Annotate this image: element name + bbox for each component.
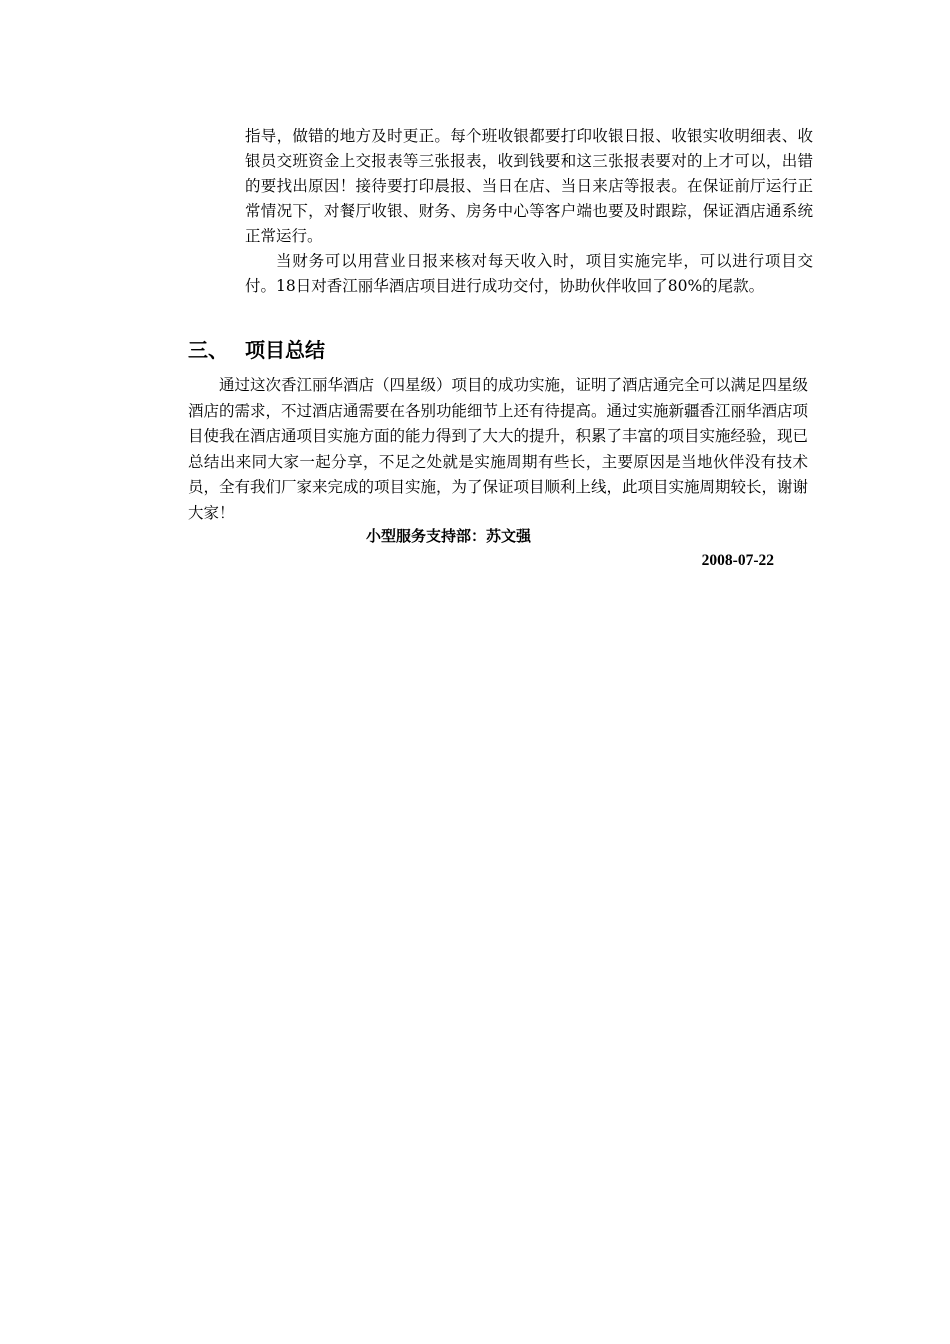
summary-paragraph: 通过这次香江丽华酒店（四星级）项目的成功实施，证明了酒店通完全可以满足四星级酒店的需求，不过酒店通需要在各别功能细节上还有待提高。通过实施新疆香江丽华酒店项目使我在酒店通项目实施方面的能力得到了大大的提升，积累了丰富的项目实施经验，现已总结出来同大家一起分享，不足之处就是实施周期有些长，主要原因是当地伙伴没有技术员，全有我们厂家来完成的项目实施，为了保证项目顺利上线，此项目实施周期较长，谢谢大家！ (188, 376, 809, 522)
section-number: 三、 (188, 338, 228, 362)
author-signature: 小型服务支持部：苏文强 (366, 527, 532, 545)
document-date: 2008-07-22 (701, 552, 774, 569)
continued-section-body (245, 124, 813, 299)
summary-section-body (188, 373, 808, 526)
body-paragraph-delivery: 当财务可以用营业日报来核对每天收入时，项目实施完毕，可以进行项目交付。18日对香江丽华酒店项目进行成功交付，协助伙伴收回了80%的尾款。 (245, 252, 813, 295)
body-paragraph-continued: 指导，做错的地方及时更正。每个班收银都要打印收银日报、收银实收明细表、收银员交班资金上交报表等三张报表，收到钱要和这三张报表要对的上才可以，出错的要找出原因！接待要打印晨报、当日在店、当日来店等报表。在保证前厅运行正常情况下，对餐厅收银、财务、房务中心等客户端也要及时跟踪，保证酒店通系统正常运行。 (245, 127, 813, 245)
section-heading (188, 334, 808, 366)
section-title: 项目总结 (245, 338, 325, 362)
